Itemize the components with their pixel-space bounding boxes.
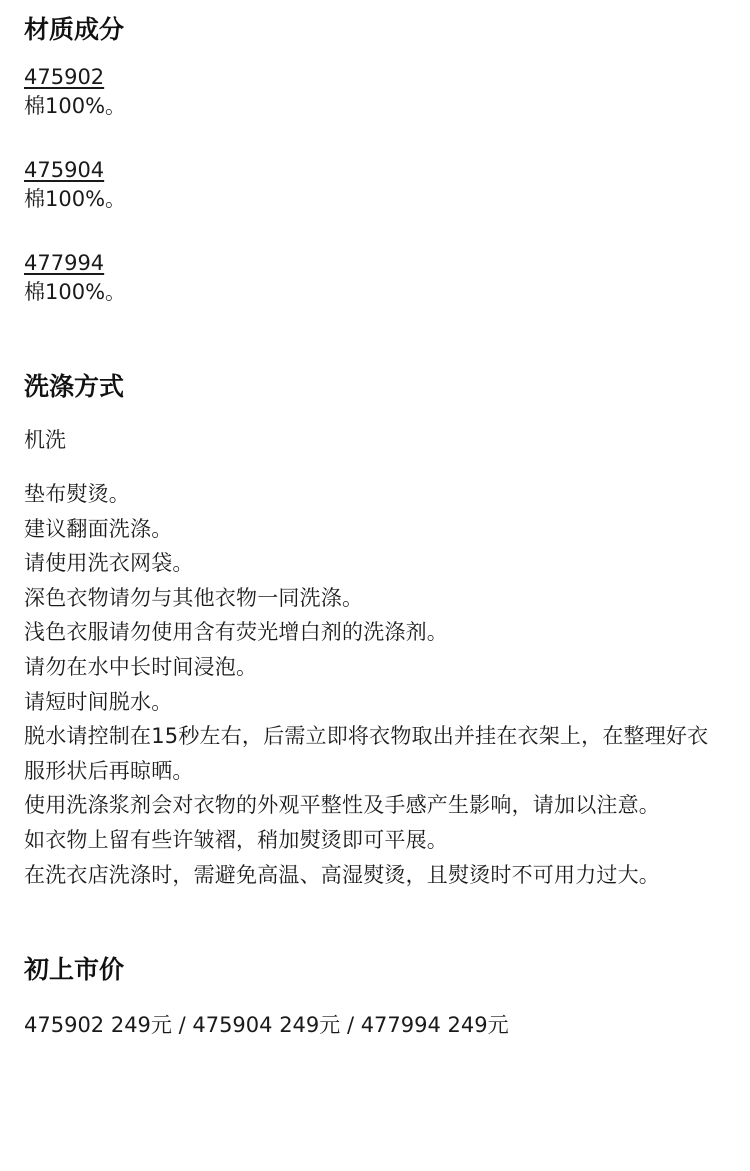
product-code-link[interactable]: 475902: [24, 65, 105, 89]
washing-title: 洗涤方式: [24, 372, 125, 401]
product-code-link[interactable]: 475904: [24, 158, 105, 182]
washing-note: 使用洗涤浆剂会对衣物的外观平整性及手感产生影响，请加以注意。: [24, 793, 660, 818]
material-composition: 棉100%。: [24, 187, 127, 211]
price-title: 初上市价: [24, 955, 125, 985]
price-text: 475902 249元 / 475904 249元 / 477994 249元: [24, 1013, 509, 1038]
washing-section: [24, 369, 726, 892]
material-composition: 棉100%。: [24, 94, 127, 118]
washing-note: 如衣物上留有些许皱褶，稍加熨烫即可平展。: [24, 827, 448, 852]
washing-note: 建议翻面洗涤。: [24, 516, 173, 541]
washing-note: 请短时间脱水。: [24, 689, 173, 714]
material-item: [24, 250, 726, 307]
washing-note: 请勿在水中长时间浸泡。: [24, 654, 258, 679]
material-item: [24, 64, 726, 121]
material-composition: 棉100%。: [24, 280, 127, 304]
washing-note: 垫布熨烫。: [24, 482, 130, 506]
material-item: [24, 157, 726, 214]
washing-note: 在洗衣店洗涤时，需避免高温、高湿熨烫，且熨烫时不可用力过大。: [24, 862, 660, 887]
material-section: [24, 12, 726, 307]
washing-method: 机洗: [24, 428, 66, 452]
washing-note: 脱水请控制在15秒左右，后需立即将衣物取出并挂在衣架上，在整理好衣服形状后再晾晒。: [24, 724, 709, 783]
washing-note: 请使用洗衣网袋。: [24, 551, 194, 576]
product-code-link[interactable]: 477994: [24, 251, 105, 275]
material-list: [24, 64, 726, 307]
washing-note: 浅色衣服请勿使用含有荧光增白剂的洗涤剂。: [24, 620, 448, 645]
price-section: [24, 952, 726, 1040]
washing-note: 深色衣物请勿与其他衣物一同洗涤。: [24, 585, 364, 610]
material-title: 材质成分: [24, 15, 125, 44]
washing-notes: [24, 477, 726, 892]
